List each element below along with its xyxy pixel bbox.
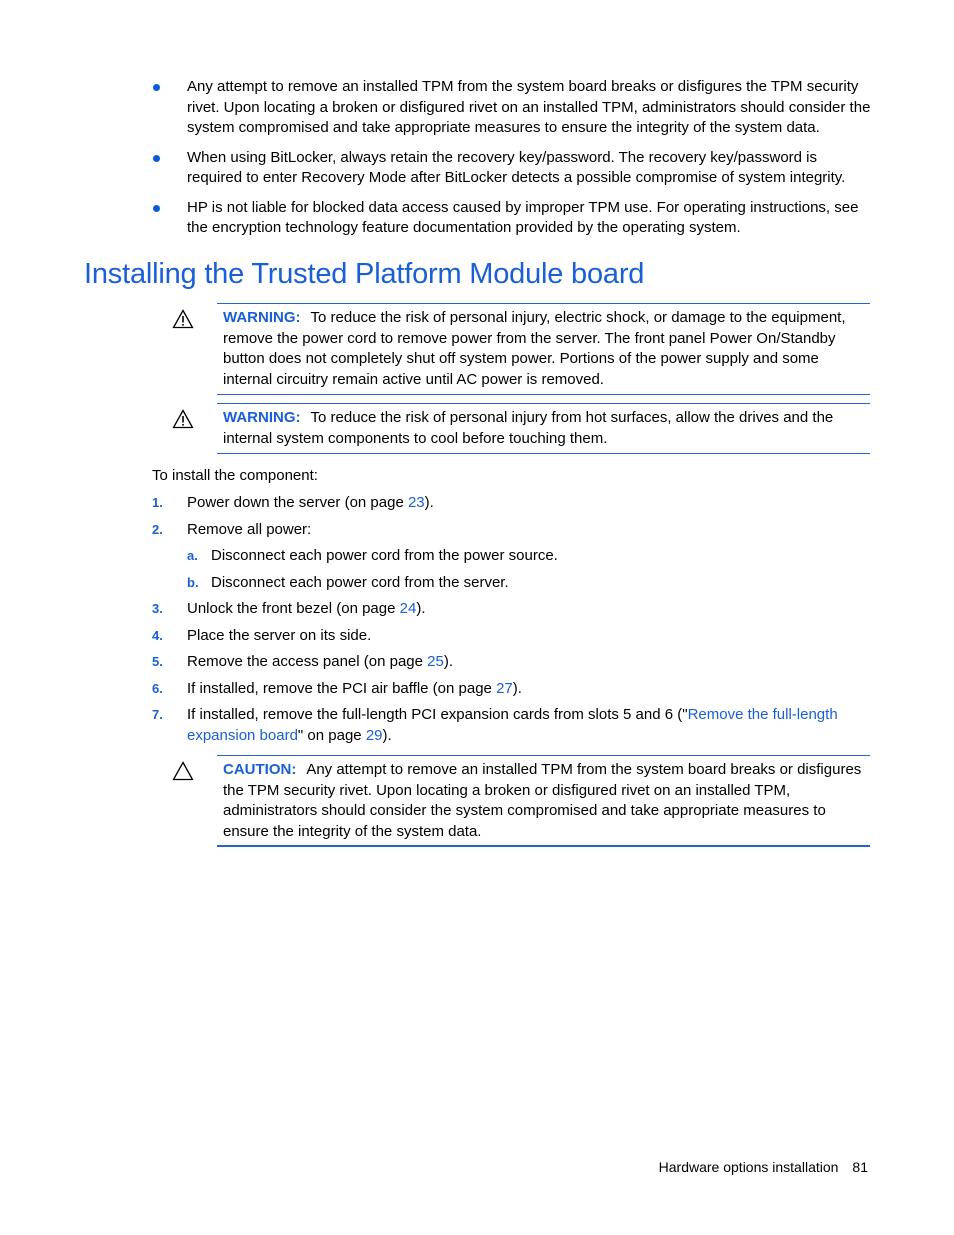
divider	[217, 845, 870, 847]
divider	[217, 755, 870, 756]
step-number: 6.	[152, 680, 163, 696]
step-number: 7.	[152, 707, 163, 722]
step-item: 7. If installed, remove the full-length PCI expansion cards from slots 5 and 6 ("Remove the full-length expansion board" on page 29).	[152, 706, 838, 744]
bullet-dot-icon	[153, 155, 160, 162]
step-item: 1. Power down the server (on page 23).	[152, 493, 872, 514]
page-number: 81	[852, 1159, 868, 1175]
divider	[217, 453, 870, 454]
caution-notice	[217, 755, 870, 847]
step-number: 2.	[152, 521, 163, 537]
section-heading: Installing the Trusted Platform Module board	[84, 258, 645, 290]
bullet-item: HP is not liable for blocked data access caused by improper TPM use. For operating instructions, see the encryption technology feature documentation provided by the operating system.	[152, 198, 872, 239]
notice-text: CAUTION: Any attempt to remove an installed TPM from the system board breaks or disfigures the TPM security rivet. Upon locating a broken or disfigured rivet on an installed TPM, administrators should consider the system compromised and take appropriate measures to ensure the integrity of the system data.	[223, 761, 862, 840]
substep-letter: a.	[187, 548, 198, 563]
step-item: 5. Remove the access panel (on page 25).	[152, 652, 872, 673]
step-number: 5.	[152, 654, 163, 669]
substep-item: a. Disconnect each power cord from the power source.	[152, 546, 872, 567]
substep-item: b. Disconnect each power cord from the server.	[152, 573, 872, 594]
notice-text: WARNING: To reduce the risk of personal injury, electric shock, or damage to the equipment, remove the power cord to remove power from the server. The front panel Power On/Standby button does not completely shut off system power. Portions of the power supply and some internal circuitry remain active until AC power is removed.	[223, 309, 846, 388]
step-item: 3. Unlock the front bezel (on page 24).	[152, 599, 872, 620]
warning-notice	[217, 403, 870, 454]
bullet-dot-icon	[153, 84, 160, 91]
page-link[interactable]: 25	[427, 653, 444, 670]
bullet-item: When using BitLocker, always retain the recovery key/password. The recovery key/password is required to enter Recovery Mode after BitLocker detects a possible compromise of system integrity.	[152, 148, 872, 189]
step-number: 3.	[152, 601, 163, 616]
step-number: 1.	[152, 495, 163, 510]
warning-notice	[217, 303, 870, 395]
page-footer	[659, 1157, 868, 1177]
warning-triangle-icon	[172, 309, 194, 329]
bullet-list	[152, 77, 872, 248]
notice-label: WARNING:	[223, 309, 301, 326]
notice-label: WARNING:	[223, 409, 301, 426]
divider	[217, 303, 870, 304]
footer-section-title: Hardware options installation	[658, 1159, 839, 1175]
bullet-item: Any attempt to remove an installed TPM from the system board breaks or disfigures the TPM security rivet. Upon locating a broken or disfigured rivet on an installed TPM, administrators should consider the system compromised and take appropriate measures to ensure the integrity of the system data.	[152, 77, 872, 139]
notice-label: CAUTION:	[223, 761, 297, 778]
cross-reference-link[interactable]: Remove the full-length expansion board	[187, 706, 838, 744]
page-link[interactable]: 23	[407, 494, 425, 511]
step-item: 6. If installed, remove the PCI air baffle (on page 27).	[152, 679, 872, 700]
page-link[interactable]: 29	[365, 726, 383, 744]
step-list	[152, 493, 872, 752]
page-link[interactable]: 24	[399, 600, 417, 617]
substep-letter: b.	[187, 574, 199, 590]
step-item: 4. Place the server on its side.	[152, 626, 872, 647]
notice-text: WARNING: To reduce the risk of personal injury from hot surfaces, allow the drives and the internal system components to cool before touching them.	[223, 409, 834, 447]
divider	[217, 403, 870, 404]
step-item: 2. Remove all power:	[152, 520, 872, 541]
bullet-dot-icon	[153, 205, 160, 212]
divider	[217, 394, 870, 395]
intro-text: To install the component:	[152, 467, 318, 484]
warning-triangle-icon	[172, 409, 194, 429]
step-number: 4.	[152, 627, 163, 643]
page-link[interactable]: 27	[496, 679, 513, 697]
caution-triangle-icon	[172, 761, 194, 781]
